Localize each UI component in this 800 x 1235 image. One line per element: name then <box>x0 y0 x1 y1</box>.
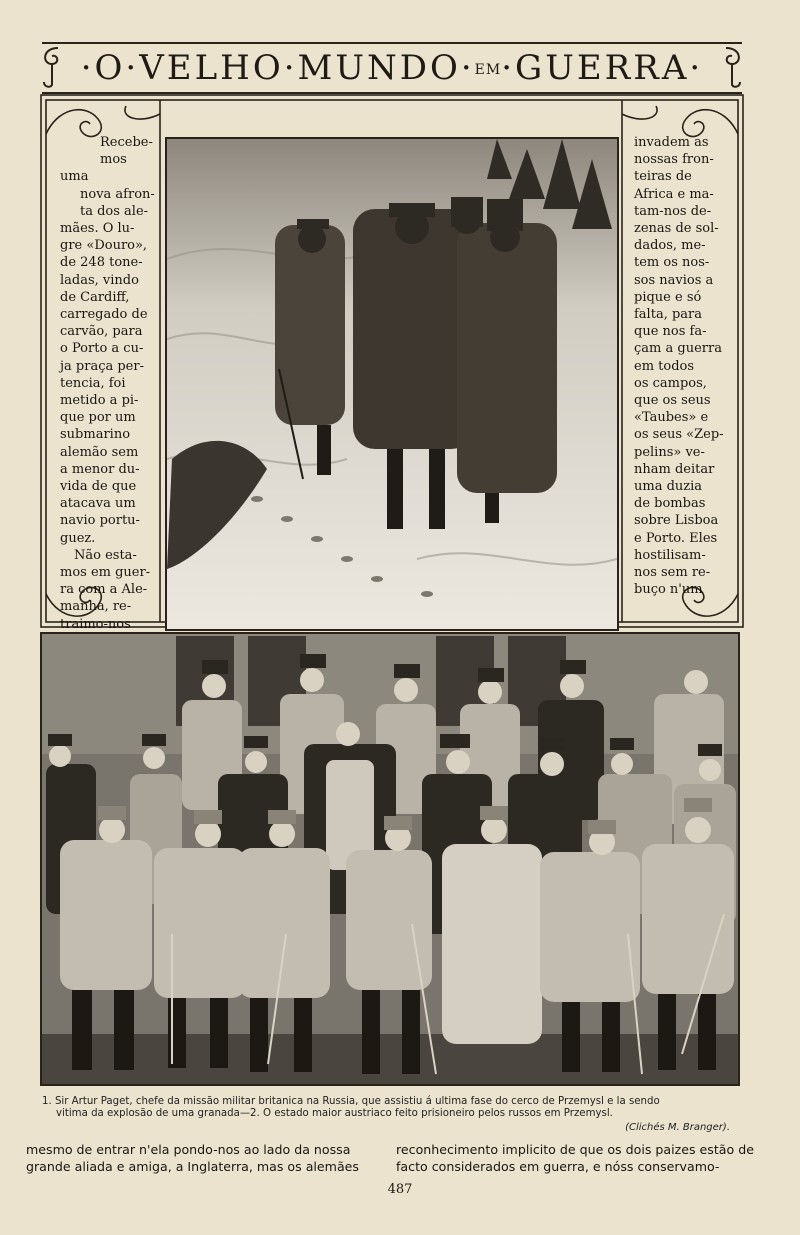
bottom-text-left: mesmo de entrar n'ela pondo-nos ao lado da nossa grande aliada e amiga, a Inglaterra, mas os alemães <box>26 1142 359 1174</box>
photo-caption <box>42 1096 748 1133</box>
scroll-ornament-right <box>722 44 746 88</box>
bottom-text-right: reconhecimento implicito de que os dois paizes estão de facto considerados em guerra, e nóss conservamo- <box>396 1142 754 1174</box>
left-line: a menor du- <box>60 461 140 477</box>
photo-austrian-staff-officers <box>40 632 740 1086</box>
right-line: Africa e ma- <box>634 186 714 202</box>
right-line: pelins» ve- <box>634 444 705 460</box>
right-line: «Taubes» e <box>634 410 709 426</box>
right-line: de bombas <box>634 496 706 512</box>
left-line: gre «Douro», <box>60 238 148 254</box>
left-line: ta dos ale- <box>80 203 149 219</box>
right-line: sos navios a <box>634 272 714 288</box>
right-line: nossas fron- <box>634 152 714 168</box>
left-line: tencia, foi <box>60 375 126 391</box>
snow-scene-illustration <box>167 139 617 629</box>
left-line: submarino <box>60 427 131 443</box>
left-line: vida de que <box>60 479 137 495</box>
right-line: sobre Lisboa <box>634 513 719 529</box>
right-line: nos sem re- <box>634 565 711 581</box>
left-line: mos em guer- <box>60 565 151 581</box>
left-line: Não esta- <box>74 547 137 563</box>
left-line: carvão, para <box>60 324 143 340</box>
left-line: Recebe- <box>100 135 153 150</box>
right-line: teiras de <box>634 169 692 185</box>
photo-credit: (Clichés M. Branger). <box>625 1122 730 1133</box>
left-line: de Cardiff, <box>60 289 130 305</box>
left-line: o Porto a cu- <box>60 341 144 357</box>
right-line: zenas de sol- <box>634 221 719 237</box>
left-line: alemão sem <box>60 444 139 460</box>
right-line: os campos, <box>634 375 707 391</box>
left-line: ladas, vindo <box>60 272 139 288</box>
left-line: guez. <box>60 530 96 546</box>
right-line: que nos fa- <box>634 324 707 340</box>
left-line: metido a pi- <box>60 393 139 409</box>
right-line: falta, para <box>634 307 702 323</box>
right-line: que os seus <box>634 393 711 409</box>
left-line: mães. O lu- <box>60 221 135 237</box>
left-text-column <box>60 134 157 633</box>
right-line: pique e só <box>634 289 702 305</box>
left-line: mos uma <box>60 152 127 185</box>
page-number: 487 <box>387 1182 413 1197</box>
group-portrait-illustration <box>42 634 738 1084</box>
left-line: traimo-nos <box>60 616 131 632</box>
left-line: carregado de <box>60 307 148 323</box>
left-line: atacava um <box>60 496 136 512</box>
title-banner <box>42 42 742 94</box>
right-line: hostilisam- <box>634 547 706 563</box>
photo-officers-in-snow <box>165 137 619 631</box>
right-line: tam-nos de- <box>634 203 712 219</box>
right-line: os seus «Zep- <box>634 427 724 443</box>
left-line: que por um <box>60 410 136 426</box>
left-line: navio portu- <box>60 513 140 529</box>
right-text-column <box>634 134 736 598</box>
left-line: ja praça per- <box>60 358 144 374</box>
right-line: buço n'um <box>634 582 703 598</box>
left-line: ra com a Ale- <box>60 582 148 598</box>
right-line: nham deitar <box>634 461 715 477</box>
caption-line-1: 1. Sir Artur Paget, chefe da missão militar britanica na Russia, que assistiu á ultima fase do cerco de Przemysl e la sendo <box>42 1096 660 1107</box>
left-line: nova afron- <box>80 186 155 202</box>
right-line: dados, me- <box>634 238 706 254</box>
right-line: invadem as <box>634 135 709 150</box>
right-line: tem os nos- <box>634 255 710 271</box>
right-line: uma duzia <box>634 479 703 495</box>
right-line: çam a guerra <box>634 341 722 357</box>
left-line: de 248 tone- <box>60 255 143 271</box>
caption-line-2: vitima da explosão de uma granada—2. O estado maior austriaco feito prisioneiro pelos russos em Przemysl. <box>56 1108 613 1119</box>
page-title: ·O·VELHO·MUNDO·EM·GUERRA· <box>80 48 704 88</box>
right-line: em todos <box>634 358 695 374</box>
left-line: manha, re- <box>60 599 132 615</box>
right-line: e Porto. Eles <box>634 530 718 546</box>
